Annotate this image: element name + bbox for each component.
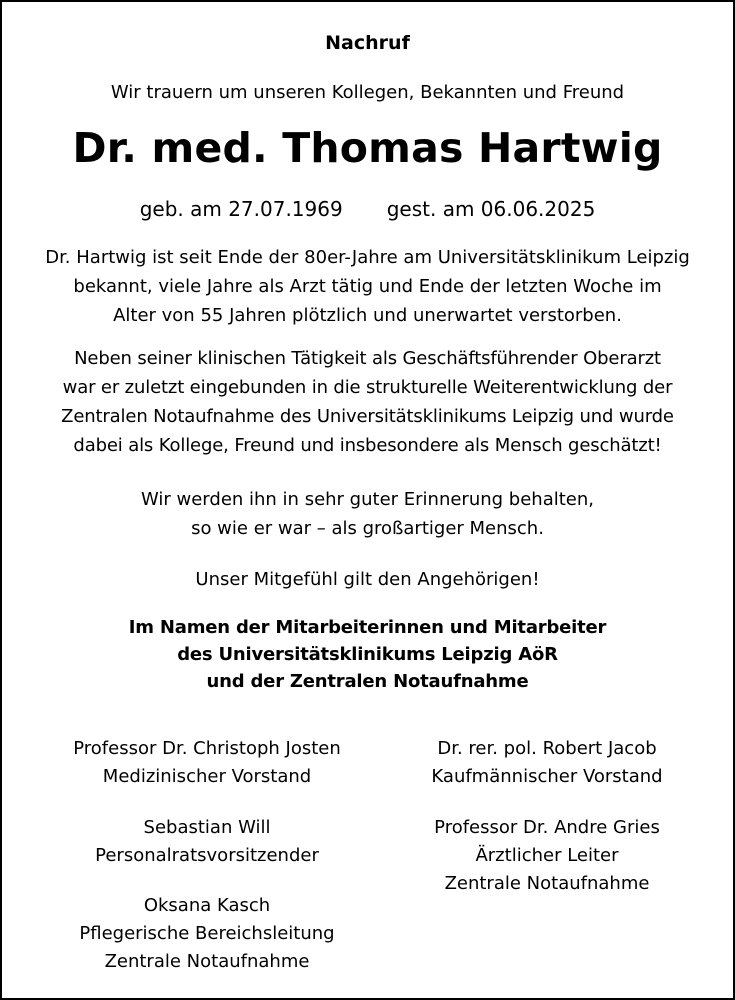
- text-line: bekannt, viele Jahre als Arzt tätig und Ende der letzten Woche im: [73, 276, 662, 297]
- signatory: [362, 735, 732, 791]
- signatory-name: Sebastian Will: [143, 817, 271, 838]
- signatory-role: Personalratsvorsitzender: [95, 845, 319, 866]
- signatory-name: Oksana Kasch: [143, 895, 271, 916]
- text-line: Wir werden ihn in sehr guter Erinnerung behalten,: [140, 489, 594, 510]
- text-line: des Universitätsklinikums Leipzig AöR: [177, 644, 558, 665]
- text-line: Alter von 55 Jahren plötzlich und unerwartet verstorben.: [113, 305, 622, 326]
- text-line: Neben seiner klinischen Tätigkeit als Geschäftsführender Oberarzt: [74, 348, 661, 369]
- text-line: war er zuletzt eingebunden in die strukturelle Weiterentwicklung der: [62, 377, 673, 398]
- signatory: [22, 735, 392, 791]
- text-line: so wie er war – als großartiger Mensch.: [191, 518, 544, 539]
- notice-heading: Nachruf: [325, 32, 410, 54]
- on-behalf-block: [2, 614, 733, 695]
- text-line: Im Namen der Mitarbeiterinnen und Mitarbeiter: [128, 617, 607, 638]
- signatory-role: Medizinischer Vorstand: [102, 766, 312, 787]
- death-date: gest. am 06.06.2025: [386, 197, 596, 221]
- signatory: [22, 892, 392, 976]
- signatory-name: Dr. rer. pol. Robert Jacob: [437, 738, 657, 759]
- remembrance-paragraph: [2, 485, 733, 543]
- signatory: [362, 814, 732, 898]
- signatory-role: Zentrale Notaufnahme: [444, 873, 650, 894]
- signatory: [22, 814, 392, 870]
- signatory-role: Kaufmännischer Vorstand: [431, 766, 663, 787]
- signatory-role: Ärztlicher Leiter: [475, 845, 619, 866]
- text-line: Zentralen Notaufnahme des Universitätsklinikums Leipzig und wurde: [61, 406, 674, 427]
- signatory-role: Pflegerische Bereichsleitung: [79, 923, 335, 944]
- intro-line: Wir trauern um unseren Kollegen, Bekannten und Freund: [110, 82, 625, 103]
- career-paragraph: [2, 344, 733, 460]
- signatory-name: Professor Dr. Christoph Josten: [73, 738, 341, 759]
- condolence-line: Unser Mitgefühl gilt den Angehörigen!: [195, 569, 540, 590]
- deceased-name: Dr. med. Thomas Hartwig: [72, 124, 663, 172]
- text-line: Dr. Hartwig ist seit Ende der 80er-Jahre am Universitätsklinikum Leipzig: [45, 247, 690, 268]
- biography-paragraph: [2, 243, 733, 330]
- birth-date: geb. am 27.07.1969: [139, 197, 343, 221]
- signatory-role: Zentrale Notaufnahme: [104, 951, 310, 972]
- life-dates: [2, 197, 733, 221]
- text-line: und der Zentralen Notaufnahme: [206, 671, 529, 692]
- text-line: dabei als Kollege, Freund und insbesondere als Mensch geschätzt!: [73, 435, 662, 456]
- signatory-name: Professor Dr. Andre Gries: [434, 817, 660, 838]
